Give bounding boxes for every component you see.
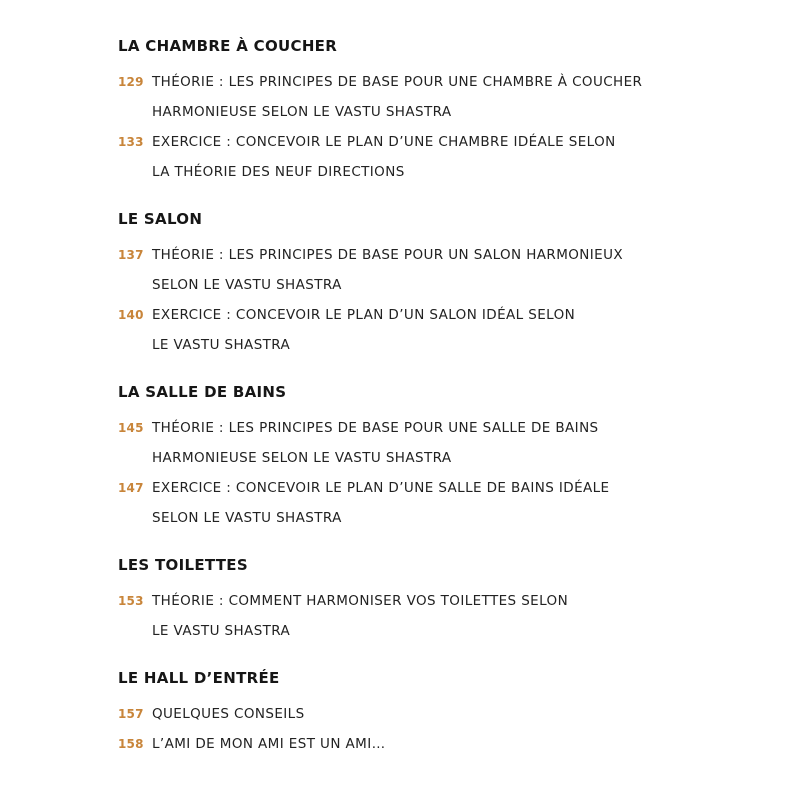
table-of-contents [118, 36, 758, 781]
page-number: 147 [118, 481, 144, 495]
section-title: LES TOILETTES [118, 556, 248, 574]
toc-entry [118, 586, 758, 646]
page-number: 137 [118, 248, 144, 262]
entry-title: QUELQUES CONSEILS [152, 706, 305, 722]
page-number: 157 [118, 707, 144, 721]
page-number: 158 [118, 737, 144, 751]
page-number: 153 [118, 594, 144, 608]
toc-section-salon [118, 209, 758, 360]
toc-entry [118, 300, 758, 360]
section-title: LE HALL D’ENTRÉE [118, 669, 280, 687]
toc-entry [118, 67, 758, 127]
entry-title: EXERCICE : CONCEVOIR LE PLAN D’UN SALON IDÉAL SELON LE VASTU SHASTRA [152, 307, 576, 353]
page-number: 133 [118, 135, 144, 149]
entry-title: THÉORIE : LES PRINCIPES DE BASE POUR UNE SALLE DE BAINS HARMONIEUSE SELON LE VASTU SHASTRA [152, 420, 599, 466]
entry-title: THÉORIE : COMMENT HARMONISER VOS TOILETTES SELON LE VASTU SHASTRA [152, 593, 569, 639]
page-number: 140 [118, 308, 144, 322]
entry-title: EXERCICE : CONCEVOIR LE PLAN D’UNE CHAMBRE IDÉALE SELON LA THÉORIE DES NEUF DIRECTIONS [152, 134, 616, 180]
page-number: 145 [118, 421, 144, 435]
entry-title: EXERCICE : CONCEVOIR LE PLAN D’UNE SALLE DE BAINS IDÉALE SELON LE VASTU SHASTRA [152, 480, 610, 526]
toc-section-hall-entree [118, 668, 758, 759]
toc-section-toilettes [118, 555, 758, 646]
section-title: LA CHAMBRE À COUCHER [118, 37, 338, 55]
entry-title: L’AMI DE MON AMI EST UN AMI… [152, 736, 386, 752]
page-number: 129 [118, 75, 144, 89]
toc-section-salle-de-bains [118, 382, 758, 533]
toc-entry [118, 729, 758, 759]
section-title: LE SALON [118, 210, 203, 228]
entry-title: THÉORIE : LES PRINCIPES DE BASE POUR UNE CHAMBRE À COUCHER HARMONIEUSE SELON LE VASTU SHASTRA [152, 74, 643, 120]
toc-entry [118, 127, 758, 187]
toc-entry [118, 413, 758, 473]
section-title: LA SALLE DE BAINS [118, 383, 287, 401]
toc-entry [118, 240, 758, 300]
toc-entry [118, 699, 758, 729]
toc-section-chambre [118, 36, 758, 187]
entry-title: THÉORIE : LES PRINCIPES DE BASE POUR UN SALON HARMONIEUX SELON LE VASTU SHASTRA [152, 247, 624, 293]
toc-entry [118, 473, 758, 533]
